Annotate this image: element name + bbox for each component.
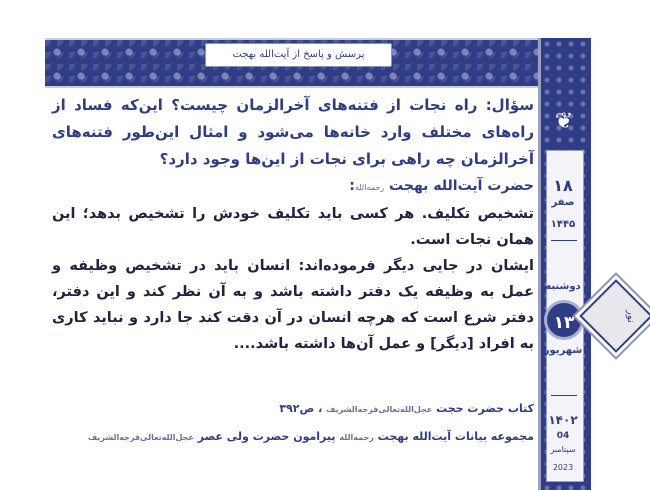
hijri-year: ۱۴۴۵ [550,219,576,230]
hijri-month: صفر [551,197,575,208]
collection-honorific: رحمه‌الله [339,433,374,442]
collection-end: پیرامون حضرت ولی عصر [197,430,336,443]
solar-month: شهریور [543,345,583,356]
article-body [52,92,534,357]
answer-paragraph: ایشان در جایی دیگر فرموده‌اند: انسان باید در تشخیص وظیفه و عمل به وظیفه یک دفتر داشته باشد و به آن نظر کند و این دفتر، دفتر شرع است که هرچه انسان در آن دقت کند جا دارد و نباید کاری به افراد [دیگر] و عمل آن‌ها داشته باشد.... [52,258,534,352]
speaker-line [52,173,534,201]
source-book: کتاب حضرت حجت [436,402,534,415]
question-text: راه نجات از فتنه‌های آخرالزمان چیست؟ این‌که فساد از راه‌های مختلف وارد خانه‌ها می‌شود و امثال این‌طور فتنه‌های آخرالزمان چه راهی برای نجات از این‌ها وجود دارد؟ [52,96,534,168]
question-label: سؤال: [485,96,534,114]
source-page: ، ص۳۹۲ [279,402,323,415]
side-tab-label: نور [625,309,636,323]
solar-year: ۱۴۰۲ [548,413,578,427]
answer-paragraph: تشخیص تکلیف. هر کسی باید تکلیف خودش را تشخیص بدهد؛ این همان نجات است. [52,206,534,248]
solar-day-badge: ۱۳ [544,300,584,340]
collection-honorific: عجل‌الله‌تعالی‌فرجه‌الشریف [87,433,194,442]
speaker-colon: : [349,178,355,194]
speaker-name: حضرت آیت‌الله بهجت [389,178,534,194]
header-title: پرسش و پاسخ از آیت‌الله بهجت [205,43,392,67]
question [52,92,534,173]
source-citation [52,402,534,415]
calendar-divider [551,240,577,241]
gregorian-year: 2023 [552,463,574,472]
gregorian-month: سپتامبر [550,445,576,454]
collection-start: مجموعه بیانات آیت‌الله بهجت [377,430,534,443]
weekday: دوشنبه [545,281,581,292]
calendar-divider [551,395,577,396]
hijri-day: ۱۸ [553,176,573,195]
speaker-honorific: رحمه‌الله [354,183,385,192]
source-book-honorific: عجل‌الله‌تعالی‌فرجه‌الشریف [326,405,433,414]
gregorian-day: 04 [556,431,570,441]
logo-icon: ❦ [554,109,574,134]
collection-citation [52,430,534,443]
